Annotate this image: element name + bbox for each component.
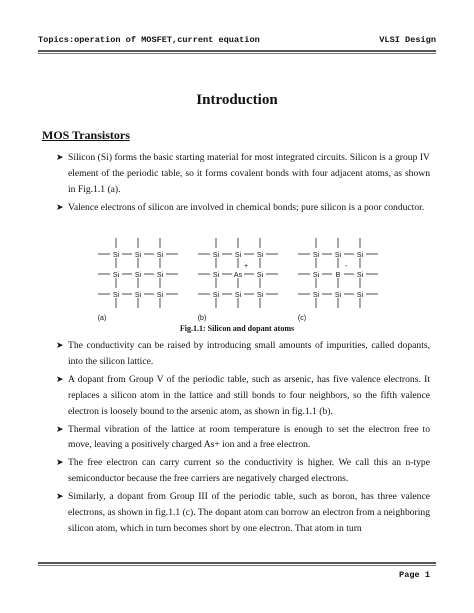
si-atom-label: Si bbox=[256, 252, 264, 259]
si-atom-label: Si bbox=[256, 272, 264, 279]
bullet-text: Thermal vibration of the lattice at room temperature is enough to set the electron free to move, leaving a positively charged As+ ion and a free electron. bbox=[68, 423, 430, 451]
header-rule bbox=[38, 50, 436, 52]
si-atom-label: Si bbox=[112, 252, 120, 259]
bullet-item bbox=[56, 150, 430, 198]
bullet-text: The conductivity can be raised by introducing small amounts of impurities, called dopants, into the silicon lattice. bbox=[68, 340, 430, 367]
arrow-bullet-icon: ➤ bbox=[56, 491, 64, 502]
arrow-bullet-icon: ➤ bbox=[56, 201, 64, 212]
bullet-item bbox=[56, 200, 430, 216]
si-atom-label: Si bbox=[312, 292, 320, 299]
si-atom-label: Si bbox=[256, 292, 264, 299]
charge-label: - bbox=[344, 263, 348, 270]
si-atom-label: Si bbox=[134, 292, 142, 299]
si-atom-label: Si bbox=[356, 292, 364, 299]
section-heading: MOS Transistors bbox=[42, 128, 130, 142]
si-atom-label: Si bbox=[156, 292, 164, 299]
footer-rule bbox=[38, 562, 436, 564]
si-atom-label: Si bbox=[234, 252, 242, 259]
bullet-text: The free electron can carry current so the conductivity is higher. We call this an n-type semiconductor because the free carriers are negatively charged electrons. bbox=[68, 457, 430, 485]
si-atom-label: Si bbox=[334, 292, 342, 299]
footer-rule-thin bbox=[38, 565, 436, 566]
bullet-list-top bbox=[56, 150, 430, 218]
page-title: Introduction bbox=[196, 92, 278, 108]
arrow-bullet-icon: ➤ bbox=[56, 423, 64, 434]
si-atom-label: Si bbox=[334, 252, 342, 259]
si-atom-label: Si bbox=[212, 252, 220, 259]
bullet-item bbox=[56, 489, 430, 537]
bullet-item bbox=[56, 338, 430, 370]
header-rule-thin bbox=[38, 53, 436, 54]
figure-caption: Fig.1.1: Silicon and dopant atoms bbox=[179, 324, 295, 333]
bullet-text: Similarly, a dopant from Group III of the periodic table, such as boron, has three valence electrons, as shown in fig.1.1 (c). The dopant atom can borrow an electron from a neighboring silicon atom, which in turn becomes short by one electron. That atom in turn bbox=[68, 491, 430, 534]
si-atom-label: Si bbox=[356, 272, 364, 279]
si-atom-label: Si bbox=[134, 252, 142, 259]
page-header bbox=[38, 32, 436, 48]
lattice-diagram bbox=[94, 232, 394, 322]
panel-label: (b) bbox=[197, 315, 207, 322]
bullet-text: Silicon (Si) forms the basic starting material for most integrated circuits. Silicon is a group IV element of the periodic table, so it forms covalent bonds with four adjacent atoms, as shown in Fig.1.1 (a). bbox=[68, 152, 430, 195]
dopant-atom-label: Si bbox=[134, 272, 142, 279]
si-atom-label: Si bbox=[312, 252, 320, 259]
arrow-bullet-icon: ➤ bbox=[56, 457, 64, 468]
arrow-bullet-icon: ➤ bbox=[56, 152, 64, 162]
dopant-atom-label: B bbox=[335, 272, 341, 279]
silicon-lattice-figure bbox=[94, 232, 394, 322]
arrow-bullet-icon: ➤ bbox=[56, 340, 64, 350]
page-number: Page 1 bbox=[399, 570, 430, 580]
si-atom-label: Si bbox=[212, 292, 220, 299]
bullet-list-bottom bbox=[56, 338, 430, 539]
si-atom-label: Si bbox=[356, 252, 364, 259]
bullet-item bbox=[56, 372, 430, 420]
si-atom-label: Si bbox=[212, 272, 220, 279]
bullet-item bbox=[56, 422, 430, 454]
si-atom-label: Si bbox=[234, 292, 242, 299]
header-subject: VLSI Design bbox=[379, 35, 436, 45]
charge-label: + bbox=[243, 263, 249, 270]
si-atom-label: Si bbox=[156, 252, 164, 259]
panel-label: (a) bbox=[97, 315, 107, 322]
si-atom-label: Si bbox=[112, 272, 120, 279]
bullet-text: Valence electrons of silicon are involved in chemical bonds; pure silicon is a poor conductor. bbox=[68, 201, 425, 213]
si-atom-label: Si bbox=[112, 292, 120, 299]
bullet-item bbox=[56, 455, 430, 487]
si-atom-label: Si bbox=[312, 272, 320, 279]
header-topic: Topics:operation of MOSFET,current equation bbox=[38, 35, 260, 45]
arrow-bullet-icon: ➤ bbox=[56, 373, 64, 384]
dopant-atom-label: As bbox=[233, 272, 243, 279]
si-atom-label: Si bbox=[156, 272, 164, 279]
panel-label: (c) bbox=[297, 315, 307, 322]
bullet-text: A dopant from Group V of the periodic table, such as arsenic, has five valence electrons. It replaces a silicon atom in the lattice and still bonds to four neighbors, so the fifth valence electron is loosely bound to the arsenic atom, as shown in fig.1.1 (b). bbox=[68, 373, 430, 417]
